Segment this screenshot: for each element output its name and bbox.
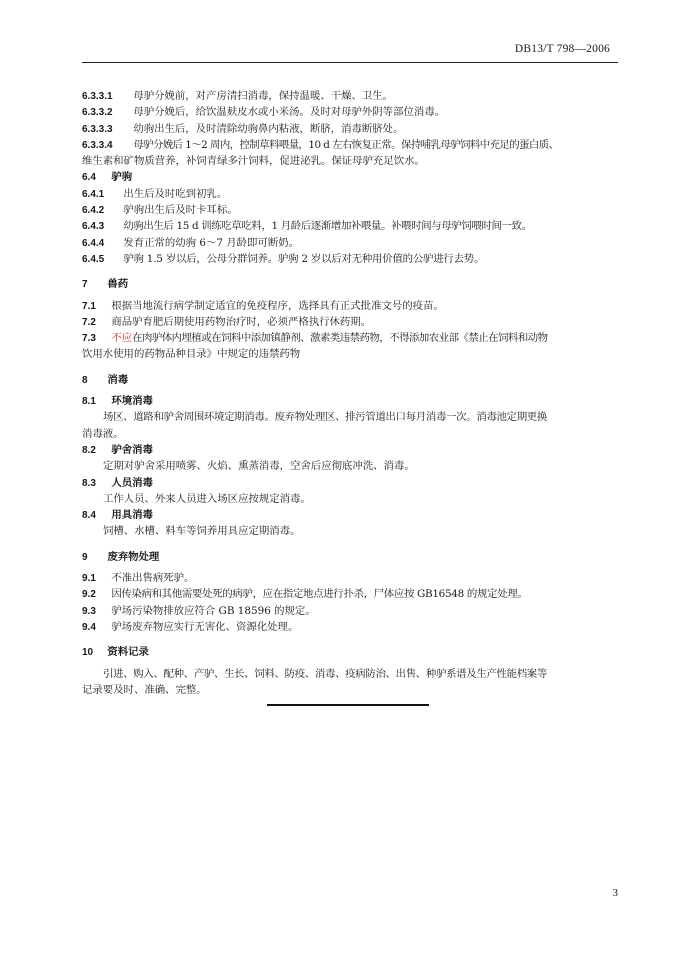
clause-6-3-3-1 — [82, 88, 618, 104]
section-title: 驴舍消毒 — [111, 444, 153, 456]
heading-10 — [82, 644, 618, 660]
paragraph-text: 工作人员、外来人员进入场区应按规定消毒。 — [103, 492, 311, 505]
paragraph-text: 引进、购入、配种、产驴、生长、饲料、防疫、消毒、疫病防治、出售、种驴系谱及生产性能档案等 — [103, 667, 547, 680]
clause-6-4-2 — [82, 202, 618, 218]
clause-text: 母驴分娩后，给饮温麸皮水或小米汤。及时对母驴外阴等部位消毒。 — [133, 106, 446, 119]
clause-text: 幼驹出生后 15 d 训练吃草吃料，1 月龄后逐渐增加补喂量。补喂时间与母驴饲喂时间一致。 — [123, 220, 532, 233]
clause-number: 6.3.3.4 — [82, 139, 113, 151]
paragraph-10 — [82, 666, 618, 682]
clause-text: 幼驹出生后，及时清除幼驹鼻内粘液，断脐，消毒断脐处。 — [133, 122, 404, 135]
heading-8 — [82, 372, 618, 388]
clause-number: 7.1 — [82, 300, 96, 312]
clause-text: 根据当地流行病学制定适宜的免疫程序，选择具有正式批准文号的疫苗。 — [111, 299, 444, 312]
clause-number: 6.3.3.3 — [82, 123, 113, 135]
clause-number: 6.4.5 — [82, 253, 105, 265]
chapter-number: 10 — [82, 647, 94, 659]
clause-text-continued: 维生素和矿物质营养，补饲青绿多汁饲料，促进泌乳。保证母驴充足饮水。 — [82, 155, 425, 168]
paragraph-8-4 — [82, 523, 618, 539]
heading-6-4 — [82, 169, 618, 185]
clause-number: 9.1 — [82, 573, 96, 585]
header-standard-code: DB13/T 798—2006 — [514, 43, 610, 55]
clause-text: 驴场污染物排放应符合 GB 18596 的规定。 — [111, 604, 316, 617]
clause-text: 驴场废弃物应实行无害化、资源化处理。 — [111, 620, 299, 633]
clause-number: 6.3.3.2 — [82, 107, 113, 119]
clause-9-3 — [82, 603, 618, 619]
chapter-title: 兽药 — [107, 279, 129, 291]
section-title: 用具消毒 — [111, 510, 153, 522]
paragraph-10-cont — [82, 682, 618, 698]
clause-text: 在肉驴体内埋植或在饲料中添加镇静剂、激素类违禁药物，不得添加农业部《禁止在饲料和动物 — [132, 332, 548, 345]
clause-9-1 — [82, 570, 618, 586]
clause-9-4 — [82, 619, 618, 635]
clause-6-4-1 — [82, 186, 618, 202]
clause-number: 6.4.2 — [82, 205, 105, 217]
heading-7 — [82, 276, 618, 292]
paragraph-8-2 — [82, 458, 618, 474]
paragraph-text-continued: 消毒液。 — [82, 427, 124, 440]
paragraph-8-3 — [82, 491, 618, 507]
clause-number: 7.2 — [82, 316, 96, 328]
clause-7-3 — [82, 330, 618, 346]
clause-number: 9.3 — [82, 605, 96, 617]
highlighted-term: 不应 — [111, 332, 133, 345]
document-body — [82, 88, 618, 698]
clause-text: 发育正常的幼驹 6～7 月龄即可断奶。 — [123, 236, 299, 249]
clause-6-3-3-4 — [82, 137, 618, 153]
section-number: 8.2 — [82, 444, 96, 456]
clause-7-3-cont — [82, 346, 618, 362]
clause-6-3-3-4-cont — [82, 153, 618, 169]
clause-number: 6.4.3 — [82, 221, 105, 233]
section-number: 8.1 — [82, 396, 96, 408]
page-number: 3 — [612, 887, 618, 899]
paragraph-text: 饲槽、水槽、料车等饲养用具应定期消毒。 — [103, 525, 301, 538]
heading-8-2 — [82, 442, 618, 458]
clause-number: 6.4.4 — [82, 237, 105, 249]
clause-7-2 — [82, 314, 618, 330]
section-title: 人员消毒 — [111, 477, 153, 489]
clause-text: 因传染病和其他需要处死的病驴，应在指定地点进行扑杀，尸体应按 GB16548 的规定处理。 — [111, 588, 528, 601]
heading-8-4 — [82, 507, 618, 523]
clause-text: 驴驹出生后及时卡耳标。 — [123, 204, 238, 217]
chapter-title: 资料记录 — [107, 647, 149, 659]
paragraph-text: 定期对驴舍采用喷雾、火焰、熏蒸消毒，空舍后应彻底冲洗、消毒。 — [103, 460, 415, 473]
clause-7-1 — [82, 298, 618, 314]
heading-9 — [82, 549, 618, 565]
clause-6-3-3-3 — [82, 121, 618, 137]
section-number: 8.3 — [82, 477, 96, 489]
chapter-number: 8 — [82, 374, 88, 386]
heading-8-3 — [82, 475, 618, 491]
section-title: 环境消毒 — [111, 396, 153, 408]
chapter-number: 7 — [82, 279, 88, 291]
clause-text: 母驴分娩前，对产房清扫消毒，保持温暖、干燥、卫生。 — [133, 90, 394, 102]
chapter-title: 废弃物处理 — [107, 551, 160, 563]
clause-number: 9.2 — [82, 589, 96, 601]
paragraph-text-continued: 记录要及时、准确、完整。 — [82, 683, 207, 696]
clause-number: 9.4 — [82, 621, 96, 633]
section-title: 驴驹 — [111, 172, 133, 184]
section-number: 6.4 — [82, 172, 96, 184]
chapter-number: 9 — [82, 551, 88, 563]
clause-9-2 — [82, 586, 618, 602]
clause-text: 母驴分娩后 1～2 周内，控制草料喂量，10 d 左右恢复正常。保持哺乳母驴饲料中充足的蛋白质、 — [133, 138, 559, 151]
clause-number: 7.3 — [82, 333, 96, 345]
clause-number: 6.3.3.1 — [82, 91, 113, 102]
clause-text-continued: 饮用水使用的药物品种目录》中规定的违禁药物 — [82, 348, 301, 361]
section-number: 8.4 — [82, 510, 96, 522]
heading-8-1 — [82, 393, 618, 409]
clause-text: 出生后及时吃到初乳。 — [123, 187, 228, 200]
chapter-title: 消毒 — [107, 374, 129, 386]
clause-text: 不准出售病死驴。 — [111, 572, 195, 585]
clause-text: 驴驹 1.5 岁以后，公母分群饲养。驴驹 2 岁以后对无种用价值的公驴进行去势。 — [123, 252, 485, 265]
clause-6-4-5 — [82, 251, 618, 267]
clause-6-4-4 — [82, 235, 618, 251]
paragraph-text: 场区、道路和驴舍周围环境定期消毒。废弃物处理区、排污管道出口每月消毒一次。消毒池定期更换 — [103, 411, 547, 424]
clause-6-3-3-2 — [82, 104, 618, 120]
header-rule — [82, 62, 618, 63]
clause-number: 6.4.1 — [82, 188, 105, 200]
end-of-document-rule — [267, 704, 429, 706]
clause-text: 商品驴育肥后期使用药物治疗时，必须严格执行休药期。 — [111, 315, 372, 328]
paragraph-8-1 — [82, 409, 618, 425]
clause-6-4-3 — [82, 218, 618, 234]
paragraph-8-1-cont — [82, 426, 618, 442]
